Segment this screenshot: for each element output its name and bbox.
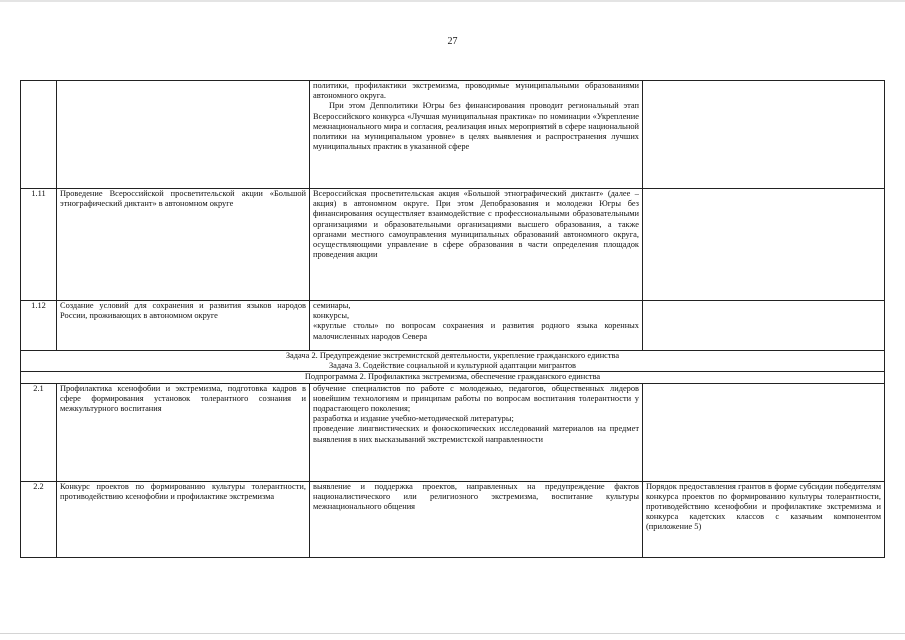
cell-num — [21, 383, 57, 481]
desc-item: конкурсы, — [313, 311, 350, 321]
cell-document — [643, 189, 885, 301]
cell-num: 1.12 — [21, 301, 57, 351]
cell-document: Порядок предоставления грантов в форме субсидии победителям конкурса проектов по формированию культуры толерантности, противодействию ксенофобии и профилактике экстремизма и конкурса кадетских классов с казачьим компонентом (приложение 5) — [643, 481, 885, 557]
cell-description: Всероссийская просветительская акция «Большой этнографический диктант» (далее – акция) в автономном округе. При этом Депобразования и молодежи Югры без финансирования осуществляет взаимодействие с профессиональными образовательными организациями и образовательными организациями высшего образования, а также органами местного самоуправления муниципальных образований автономного округа, осуществляющими управление в сфере образования в части определения площадок проведения акции — [310, 189, 643, 301]
cell-description — [310, 383, 643, 481]
cell-num: 2.2 — [21, 481, 57, 557]
desc-item: «круглые столы» по вопросам сохранения и развития родного языка коренных малочисленных народов Севера — [313, 321, 639, 341]
table-row-2-1 — [21, 383, 885, 481]
scan-edge-bottom — [0, 633, 905, 634]
cell-num — [21, 81, 57, 189]
row-number: 2.1 — [33, 383, 44, 393]
cell-document — [643, 81, 885, 189]
table-row-1-11 — [21, 189, 885, 301]
cell-description: выявление и поддержка проектов, направленных на предупреждение фактов националистического или религиозного экстремизма, воспитание культуры межнационального общения — [310, 481, 643, 557]
desc-paragraph: политики, профилактики экстремизма, проводимые муниципальными образованиями автономного округа. — [313, 81, 639, 101]
desc-item: разработка и издание учебно-методической литературы; — [313, 414, 514, 424]
task-2-heading: Задача 2. Предупреждение экстремистской деятельности, укрепление гражданского единства — [285, 351, 620, 360]
cell-title: Создание условий для сохранения и развития языков народов России, проживающих в автономном округе — [57, 301, 310, 351]
measures-table — [20, 80, 885, 558]
cell-document — [643, 301, 885, 351]
cell-title — [57, 81, 310, 189]
cell-num: 1.11 — [21, 189, 57, 301]
cell-title: Конкурс проектов по формированию культуры толерантности, противодействию ксенофобии и профилактике экстремизма — [57, 481, 310, 557]
table-row-tasks — [21, 351, 885, 372]
cell-title: Профилактика ксенофобии и экстремизма, подготовка кадров в сфере формирования установок толерантного сознания и межкультурного воспитания — [57, 383, 310, 481]
cell-document — [643, 383, 885, 481]
subprogram-heading: Подпрограмма 2. Профилактика экстремизма, обеспечение гражданского единства — [21, 372, 885, 383]
table-row-continuation — [21, 81, 885, 189]
table-row-2-2 — [21, 481, 885, 557]
cell-description — [310, 301, 643, 351]
table-row-subprogram — [21, 372, 885, 383]
desc-item: обучение специалистов по работе с молодежью, педагогов, общественных лидеров новейшим технологиям и принципам работы по вопросам воспитания толерантности у подрастающего поколения; — [313, 383, 639, 414]
task-3-heading: Задача 3. Содействие социальной и культурной адаптации мигрантов — [328, 361, 577, 371]
desc-paragraph: При этом Депполитики Югры без финансирования проводит региональный этап Всероссийского конкурса «Лучшая муниципальная практика» по номинации «Укрепление межнационального мира и согласия, реализация иных мероприятий в сфере национальной политики на муниципальном уровне» в целях выявления и распространения лучших муниципальных практик в указанной сфере — [313, 101, 639, 152]
table-row-1-12 — [21, 301, 885, 351]
desc-item: семинары, — [313, 301, 351, 310]
cell-title: Проведение Всероссийской просветительской акции «Большой этнографический диктант» в автономном округе — [57, 189, 310, 301]
page-number: 27 — [447, 36, 458, 47]
scan-edge-top — [0, 0, 905, 2]
tasks-heading-cell — [21, 351, 885, 372]
cell-description — [310, 81, 643, 189]
desc-item: проведение лингвистических и фоноскопических исследований материалов на предмет выявления в них высказываний экстремистской направленности — [313, 424, 639, 444]
